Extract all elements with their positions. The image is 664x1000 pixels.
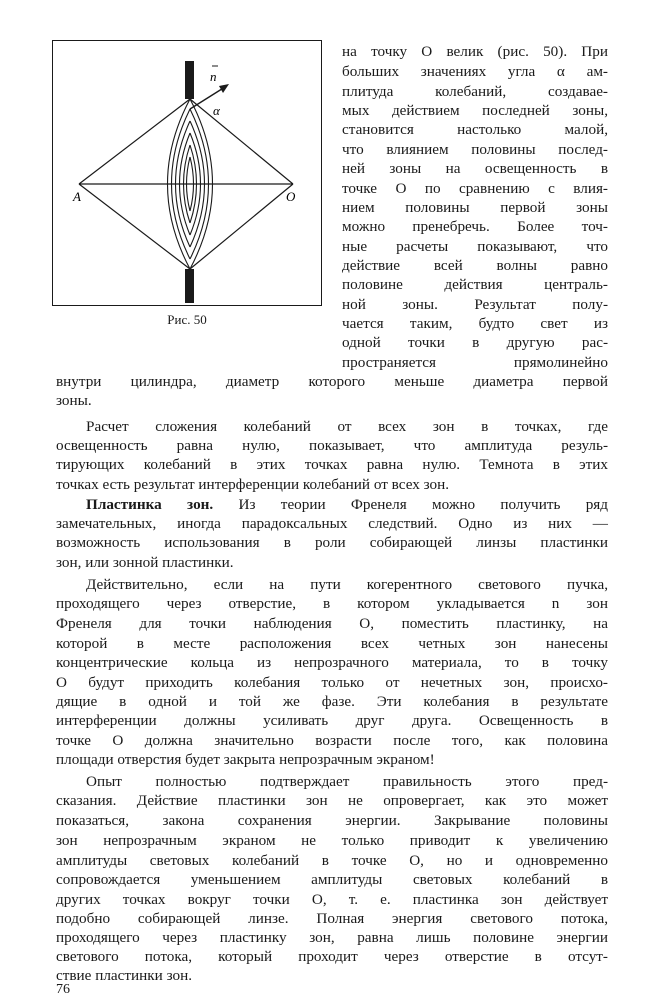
- text-line: замечательных, иногда парадоксальных следствий. Одно из них —: [56, 515, 608, 532]
- text-line: пространяется прямолинейно: [342, 354, 608, 371]
- text-line: ней зоны на освещенность в: [342, 160, 608, 177]
- text-line: амплитуды световых колебаний в точке O, но и одновременно: [56, 852, 608, 869]
- text-line: зон, или зонной пластинки.: [56, 554, 234, 571]
- figure-caption: Рис. 50: [167, 312, 207, 327]
- label-n: n: [210, 69, 217, 84]
- text-line: что влиянием половины послед-: [342, 141, 608, 158]
- arrow-head-icon: [219, 84, 229, 93]
- text-line: других точках вокруг точки O, т. е. пластинка зон действует: [56, 891, 608, 908]
- text-line: подобно собирающей линзе. Полная энергия светового потока,: [56, 910, 608, 927]
- text-line: можно пренебречь. Более точ-: [342, 218, 608, 235]
- text-line: площади отверстия будет закрыта непрозрачным экраном!: [56, 751, 435, 768]
- text-line: которой в месте расположения всех четных зон нанесены: [56, 635, 608, 652]
- label-a: A: [73, 189, 81, 204]
- screen-top: [185, 61, 194, 99]
- text-line: действие всей волны равно: [342, 257, 608, 274]
- text-line: чается таким, будто свет из: [342, 315, 608, 332]
- text-line: точке O по сравнению с влия-: [342, 180, 608, 197]
- text-line: Расчет сложения колебаний от всех зон в точках, где: [86, 418, 608, 435]
- label-alpha: α: [213, 103, 220, 118]
- text-line: дящие в одной и той же фазе. Эти колебания в результате: [56, 693, 608, 710]
- section-heading: Пластинка зон.: [86, 496, 214, 513]
- text-line: больших значениях угла α ам-: [342, 63, 608, 80]
- text-line: точках есть результат интерференции колебаний от всех зон.: [56, 476, 450, 493]
- text-line: ствие пластинки зон.: [56, 967, 193, 984]
- text-line: Френеля для точки наблюдения O, поместить пластинку, на: [56, 615, 608, 632]
- text-line: ные расчеты показывают, что: [342, 238, 608, 255]
- text-line: мых действием последней зоны,: [342, 102, 608, 119]
- text-line: [86, 495, 608, 514]
- heading-continuation: Из теории Френеля можно получить ряд: [238, 496, 608, 513]
- figure-50: [52, 40, 322, 306]
- text-line: половине действия централь-: [342, 276, 608, 293]
- text-line: тирующих колебаний в этих точках равна нулю. Темнота в этих: [56, 456, 608, 473]
- text-line: сказания. Действие пластинки зон не опровергает, как это может: [56, 792, 608, 809]
- text-line: зоны.: [56, 392, 92, 409]
- label-o: O: [286, 189, 296, 204]
- text-line: внутри цилиндра, диаметр которого меньше диаметра первой: [56, 373, 608, 390]
- ray-o-top: [190, 99, 293, 184]
- text-line: возможность использования в роли собирающей линзы пластинки: [56, 534, 608, 551]
- text-line: зон непрозрачным экраном не только приводит к увеличению: [56, 832, 608, 849]
- page-number: 76: [56, 982, 70, 997]
- text-line: плитуда колебаний, создавае-: [342, 83, 608, 100]
- text-line: Опыт полностью подтверждает правильность этого пред-: [86, 773, 608, 790]
- text-line: сопровождается уменьшением амплитуды световых колебаний в: [56, 871, 608, 888]
- text-line: Действительно, если на пути когерентного светового пучка,: [86, 576, 608, 593]
- text-line: точке O должна значительно возрасти после того, как половина: [56, 732, 608, 749]
- text-line: становится настолько малой,: [342, 121, 608, 138]
- text-line: нием половины первой зоны: [342, 199, 608, 216]
- text-line: показаться, закона сохранения энергии. Закрывание половины: [56, 812, 608, 829]
- screen-bottom: [185, 269, 194, 303]
- text-line: концентрические кольца из непрозрачного материала, то в точку: [56, 654, 608, 671]
- text-line: одной точки в другую рас-: [342, 334, 608, 351]
- text-line: интерференции должны усиливать друг друга. Освещенность в: [56, 712, 608, 729]
- text-line: на точку O велик (рис. 50). При: [342, 43, 608, 60]
- text-line: O будут приходить колебания только от нечетных зон, происхо-: [56, 674, 608, 691]
- text-line: проходящего через отверстие, в котором укладывается n зон: [56, 595, 608, 612]
- text-line: освещенность равна нулю, показывает, что амплитуда резуль-: [56, 437, 608, 454]
- text-line: проходящего через пластинку зон, равна лишь половине энергии: [56, 929, 608, 946]
- text-line: ной зоны. Результат полу-: [342, 296, 608, 313]
- ray-o-bottom: [190, 184, 293, 269]
- text-line: светового потока, который проходит через отверстие в отсут-: [56, 948, 608, 965]
- zone-diagram: [53, 41, 321, 305]
